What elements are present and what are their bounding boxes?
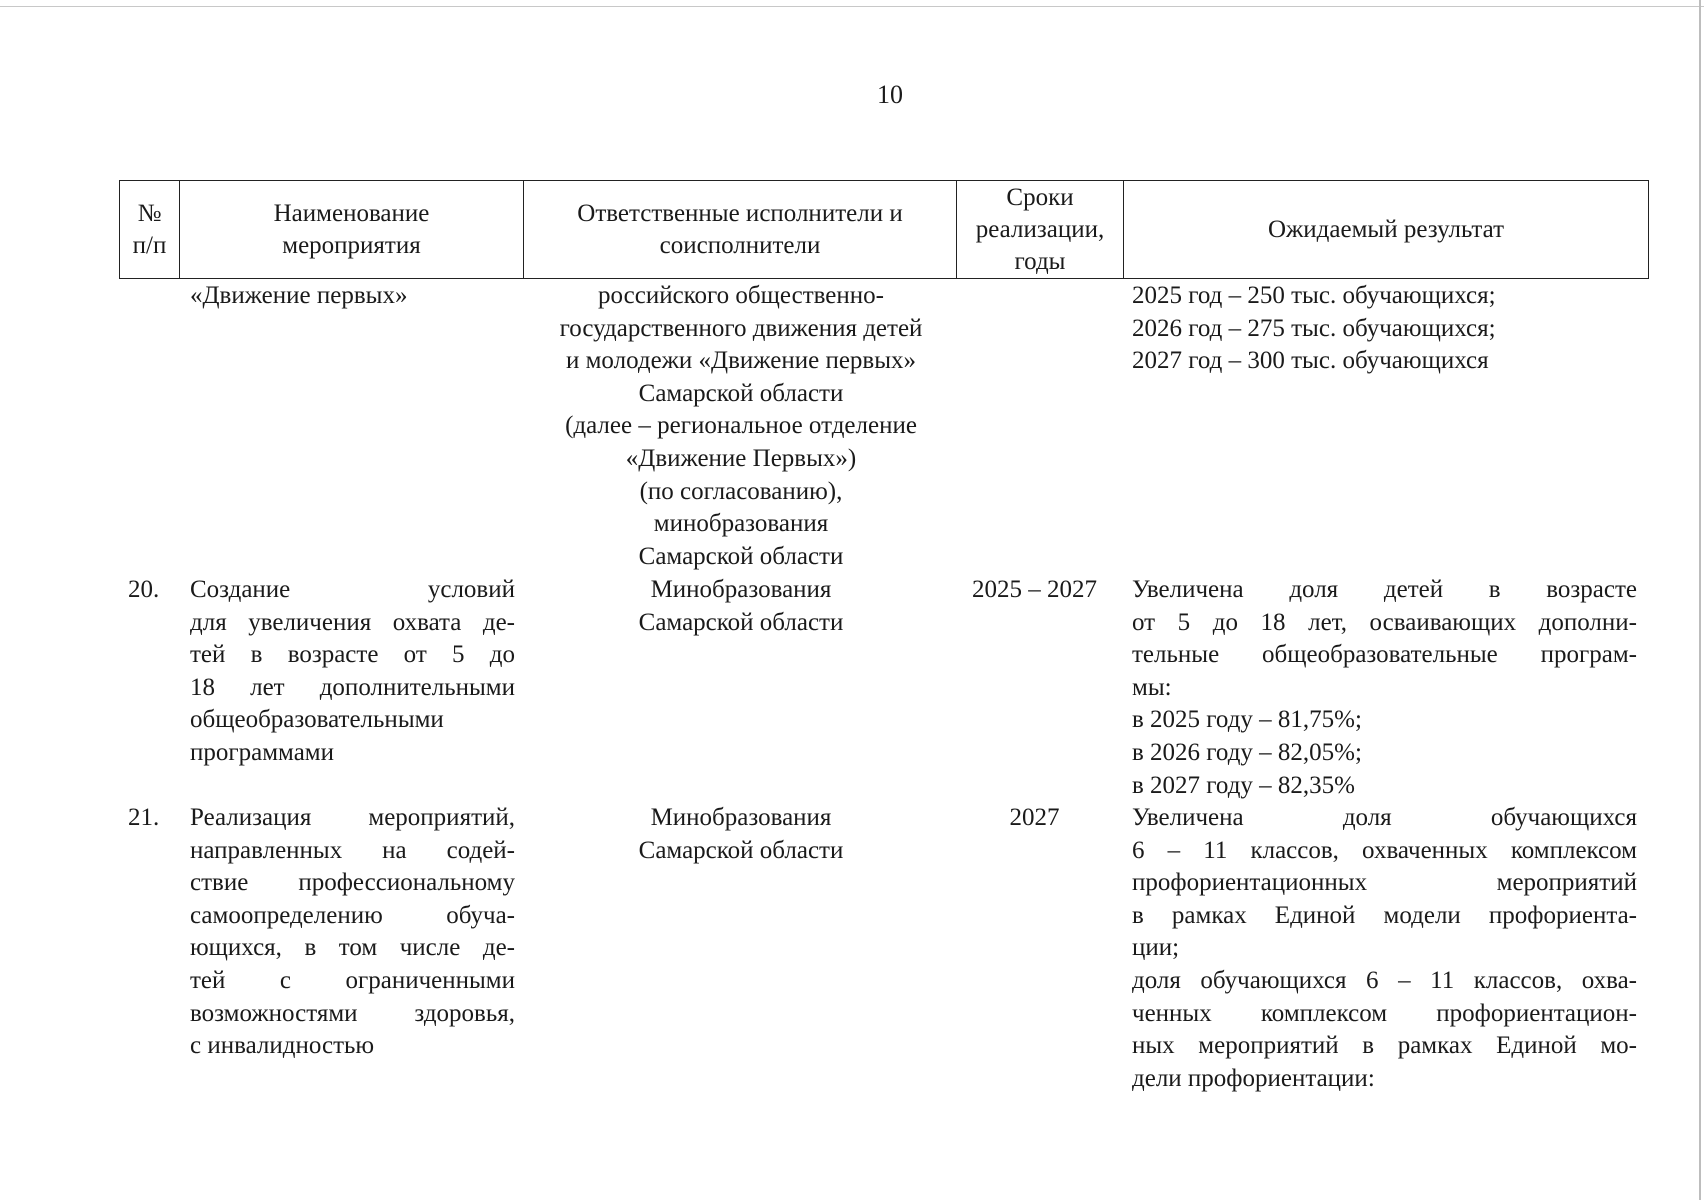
executor-line: государственного движения детей <box>559 314 923 342</box>
header-result: Ожидаемый результат <box>1124 181 1649 279</box>
result-line: в 2025 году – 81,75%; <box>1132 706 1362 734</box>
row-number: 20. <box>128 576 160 603</box>
result-line: доля обучающихся 6 – 11 классов, охва- <box>1132 966 1637 994</box>
executor-line: (далее – региональное отделение <box>565 412 917 440</box>
result-line: тельные общеобразовательные програм- <box>1132 641 1637 669</box>
result-line: ченных комплексом профориентацион- <box>1132 999 1637 1027</box>
result-line: дели профориентации: <box>1132 1064 1375 1092</box>
name-line: ющихся, в том числе де- <box>190 934 515 962</box>
executor-line: (по согласованию), <box>639 477 843 505</box>
name-line: тей в возрасте от 5 до <box>190 641 515 669</box>
executor-line: минобразования <box>653 510 829 538</box>
scan-edge-right <box>1699 0 1701 1200</box>
executor-line: и молодежи «Движение первых» <box>565 347 917 375</box>
scan-edge-top <box>0 6 1704 7</box>
page-number: 10 <box>877 80 903 109</box>
executor-line: Самарской области <box>638 836 844 864</box>
executor-line: Самарской области <box>638 379 844 407</box>
name-line: возможностями здоровья, <box>190 999 515 1027</box>
result-line: от 5 до 18 лет, осваивающих дополни- <box>1132 608 1637 636</box>
result-line: ции; <box>1132 934 1180 962</box>
name-line: для увеличения охвата де- <box>190 608 515 636</box>
header-number: № п/п <box>120 181 180 279</box>
name-line: программами <box>190 738 334 766</box>
name-line: тей с ограниченными <box>190 966 515 994</box>
result-line: мы: <box>1132 673 1172 701</box>
name-line: с инвалидностью <box>190 1032 375 1060</box>
row-number: 21. <box>128 804 160 831</box>
executor-line: Минобразования <box>650 804 832 831</box>
result-line: в 2026 году – 82,05%; <box>1132 738 1362 766</box>
row-executors <box>527 802 955 867</box>
table-header <box>119 180 1649 279</box>
result-line: 6 – 11 классов, охваченных комплексом <box>1132 836 1637 864</box>
name-line: Создание условий <box>190 576 515 603</box>
executor-line: «Движение Первых») <box>625 444 857 472</box>
name-line: направленных на содей- <box>190 836 515 864</box>
header-executors: Ответственные исполнители и соисполнители <box>524 181 957 279</box>
result-line: профориентационных мероприятий <box>1132 869 1637 897</box>
executor-line: Самарской области <box>638 608 844 636</box>
name-line: «Движение первых» <box>190 282 408 309</box>
name-line: Реализация мероприятий, <box>190 804 515 831</box>
executor-line: Самарской области <box>638 542 844 570</box>
name-line: общеобразовательными <box>190 706 444 734</box>
result-line: Увеличена доля обучающихся <box>1132 804 1637 831</box>
row-executors <box>527 574 955 639</box>
row-term: 2027 <box>1009 804 1060 831</box>
row-term: 2025 – 2027 <box>972 576 1097 603</box>
result-line: 2027 год – 300 тыс. обучающихся <box>1132 347 1489 375</box>
executor-line: российского общественно- <box>598 282 884 309</box>
row-executors <box>527 280 955 573</box>
result-line: 2026 год – 275 тыс. обучающихся; <box>1132 314 1496 342</box>
name-line: самоопределению обуча- <box>190 901 515 929</box>
row-name <box>190 802 515 1063</box>
name-line: 18 лет дополнительными <box>190 673 515 701</box>
header-term: Сроки реализации, годы <box>957 181 1124 279</box>
result-line: ных мероприятий в рамках Единой мо- <box>1132 1032 1637 1060</box>
result-line: 2025 год – 250 тыс. обучающихся; <box>1132 282 1496 309</box>
name-line: ствие профессиональному <box>190 869 515 897</box>
result-line: Увеличена доля детей в возрасте <box>1132 576 1637 603</box>
header-name: Наименование мероприятия <box>180 181 524 279</box>
row-results <box>1132 280 1637 378</box>
row-name <box>190 280 515 313</box>
row-results <box>1132 574 1637 802</box>
row-results <box>1132 802 1637 1095</box>
row-name <box>190 574 515 770</box>
result-line: в 2027 году – 82,35% <box>1132 771 1356 799</box>
result-line: в рамках Единой модели профориента- <box>1132 901 1637 929</box>
executor-line: Минобразования <box>650 576 832 603</box>
